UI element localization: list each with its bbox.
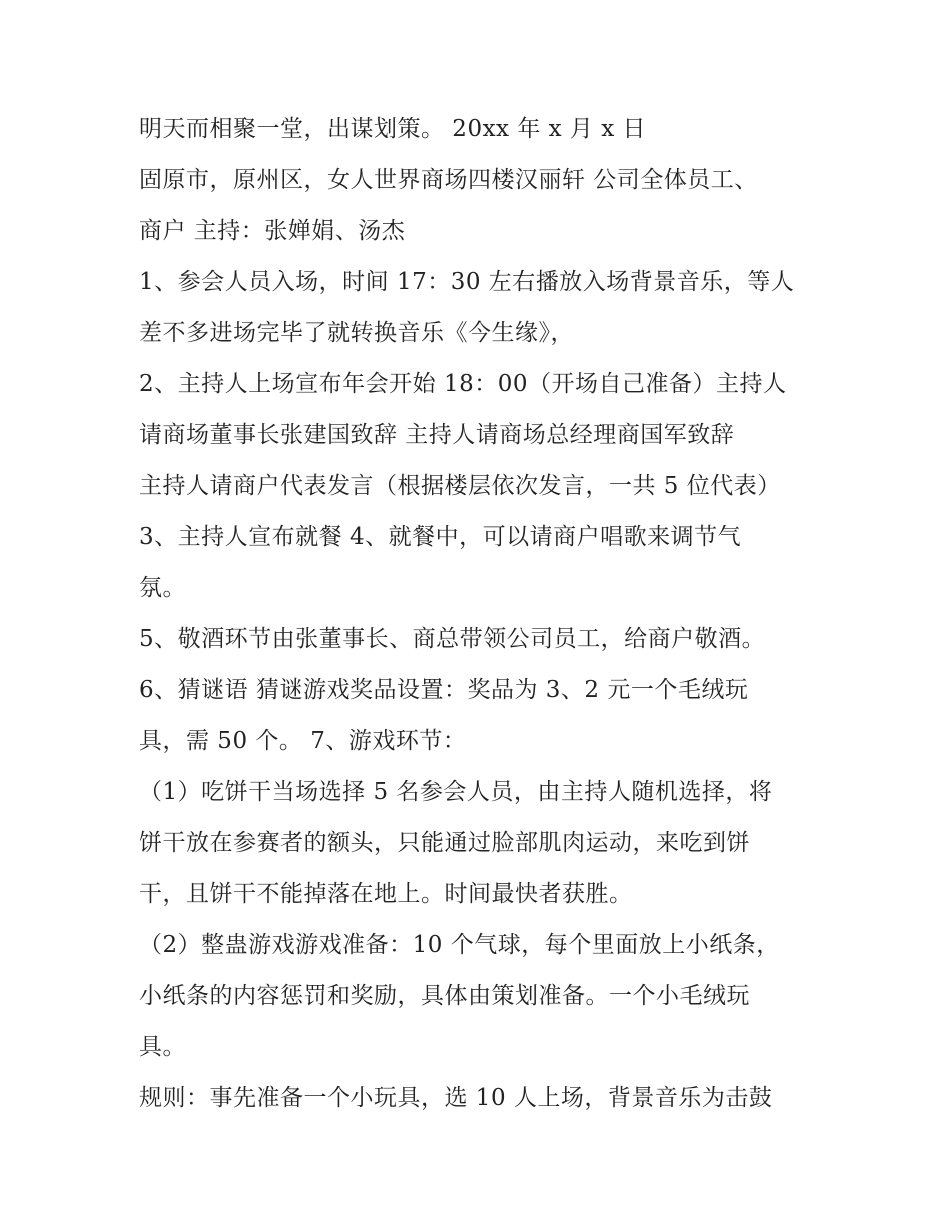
text-line: 主持人请商户代表发言（根据楼层依次发言，一共 5 位代表） [139, 473, 781, 499]
text-line: 饼干放在参赛者的额头，只能通过脸部肌肉运动，来吃到饼 [139, 830, 750, 856]
text-line: 6、猜谜语 猜谜游戏奖品设置：奖品为 3、2 元一个毛绒玩 [139, 677, 749, 703]
text-line: 规则：事先准备一个小玩具，选 10 人上场，背景音乐为击鼓 [139, 1085, 773, 1111]
text-line: 1、参会人员入场，时间 17：30 左右播放入场背景音乐，等人 [139, 269, 795, 295]
text-line: （2）整蛊游戏游戏准备：10 个气球，每个里面放上小纸条， [139, 932, 780, 958]
text-line: 小纸条的内容惩罚和奖励，具体由策划准备。一个小毛绒玩 [139, 983, 750, 1009]
text-line: 2、主持人上场宣布年会开始 18：00（开场自己准备）主持人 [139, 371, 787, 397]
text-line: 干，且饼干不能掉落在地上。时间最快者获胜。 [139, 881, 633, 907]
text-line: 5、敬酒环节由张董事长、商总带领公司员工，给商户敬酒。 [139, 626, 766, 652]
text-line: 请商场董事长张建国致辞 主持人请商场总经理商国军致辞 [139, 422, 735, 448]
text-line: 商户 主持：张婵娟、汤杰 [139, 218, 406, 244]
text-line: 固原市，原州区，女人世界商场四楼汉丽轩 公司全体员工、 [139, 167, 758, 193]
text-line: 氛。 [139, 575, 186, 601]
text-line: 具，需 50 个。 7、游戏环节： [139, 728, 467, 754]
text-line: 具。 [139, 1034, 186, 1060]
text-line: 3、主持人宣布就餐 4、就餐中，可以请商户唱歌来调节气 [139, 524, 742, 550]
text-line: （1）吃饼干当场选择 5 名参会人员，由主持人随机选择，将 [139, 779, 773, 805]
document-body [139, 104, 819, 1124]
text-line: 明天而相聚一堂，出谋划策。 20xx 年 x 月 x 日 [139, 116, 647, 142]
text-line: 差不多进场完毕了就转换音乐《今生缘》， [139, 320, 574, 346]
